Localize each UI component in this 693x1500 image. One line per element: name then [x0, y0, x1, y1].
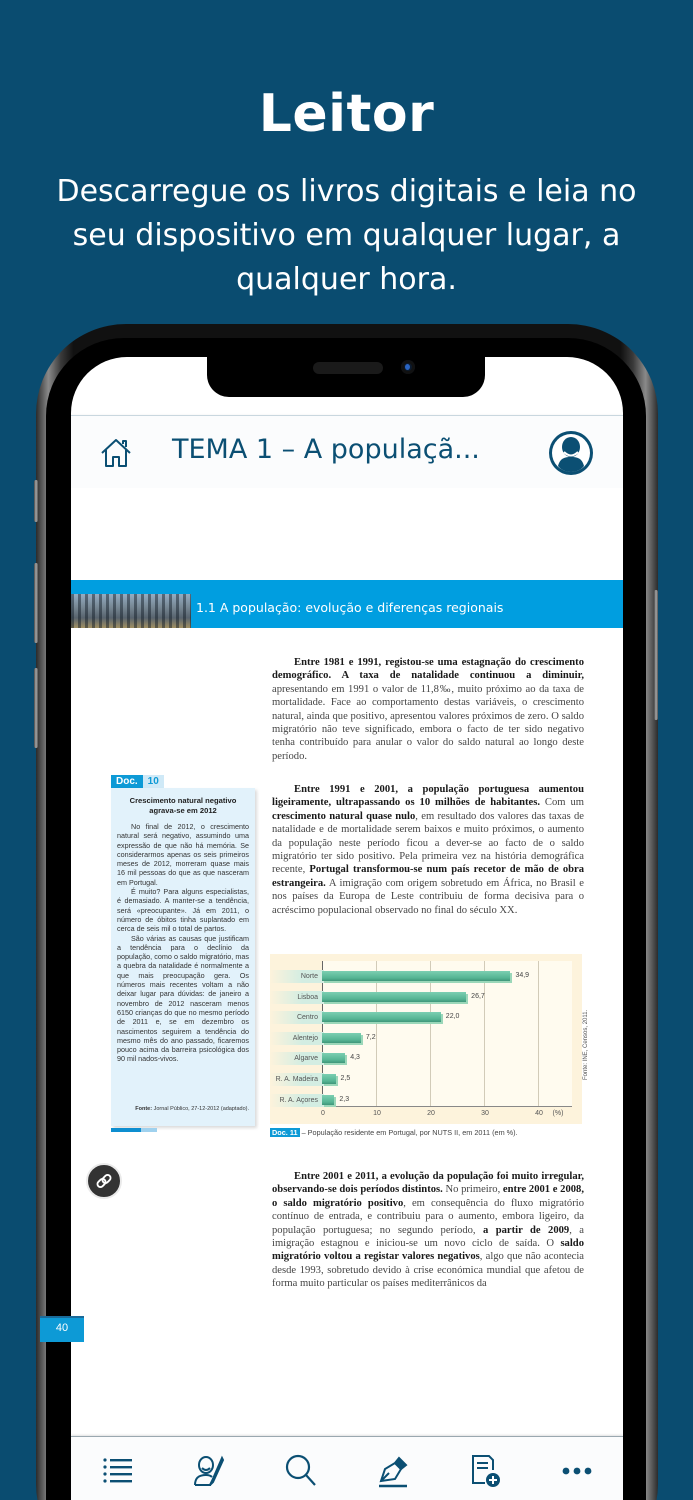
bar-label: Lisboa	[270, 991, 324, 1004]
paragraph-1981-1991	[272, 656, 584, 763]
section-photo	[71, 594, 191, 628]
fountain-pen-icon	[375, 1453, 411, 1489]
paragraph-2001-2011	[272, 1170, 584, 1291]
doc10-source	[135, 1105, 249, 1114]
doc10-title: Crescimento natural negativo agrava-se em 2012	[129, 796, 237, 815]
volume-up-button	[34, 563, 38, 643]
paragraph-text: Com um	[539, 797, 584, 809]
paragraph-text: , em resultado dos valores das taxas de natalidade e de mortalidade serem baixos e muito próximos, o aumento da população neste período ficou a dever-se ao facto de o saldo migratório ter sido positivo. Pela primeira vez na história demográfica recente,	[272, 810, 584, 876]
search-button[interactable]	[283, 1453, 319, 1489]
phone-speaker	[313, 362, 383, 374]
doc10-decor-bar	[141, 1128, 157, 1132]
user-avatar-icon	[548, 430, 594, 476]
note-add-icon	[467, 1453, 503, 1489]
profile-button[interactable]	[548, 430, 594, 476]
bar-label: Norte	[270, 970, 324, 983]
section-title: 1.1 A população: evolução e diferenças regionais	[196, 600, 504, 615]
home-icon	[99, 436, 133, 470]
source-label: Fonte:	[135, 1105, 153, 1112]
paragraph-bold: crescimento natural quase nulo	[272, 810, 416, 822]
promo-title: Leitor	[258, 84, 435, 144]
doc-label: Doc.	[111, 775, 143, 788]
doc11-tag: Doc. 11	[272, 1128, 298, 1137]
bar	[322, 1053, 345, 1063]
bar-value: 2,5	[340, 1075, 351, 1082]
more-button[interactable]	[559, 1453, 595, 1489]
add-note-button[interactable]	[467, 1453, 503, 1489]
doc10-paragraph: É muito? Para alguns especialistas, é demasiado. A manter-se a tendência, será «preocupante». Já em 2011, o número de óbitos tinha suplantado em cerca de seis mil o total de partos.	[117, 887, 249, 934]
bar-label: Alentejo	[270, 1032, 324, 1045]
gridline	[484, 961, 485, 1106]
x-tick: 20	[427, 1110, 435, 1117]
chart-x-axis	[322, 1106, 572, 1107]
doc10-decor-bar	[111, 1128, 141, 1132]
x-tick: 40	[535, 1110, 543, 1117]
chart-source: Fonte: INE, Censos, 2011.	[583, 1009, 589, 1080]
bar-value: 22,0	[445, 1013, 460, 1021]
home-button[interactable]	[99, 436, 133, 470]
x-tick: 0	[321, 1110, 325, 1117]
x-tick: 30	[481, 1110, 489, 1117]
bar-label: Centro	[270, 1011, 324, 1024]
bar	[322, 1033, 361, 1043]
paragraph-bold: Entre 2001 e 2011, a evolução da população foi muito irregular, observando-se dois períodos distintos.	[272, 1171, 584, 1196]
bar	[322, 971, 510, 981]
paragraph-text: apresentando em 1991 o valor de 11,8‰, muito próximo ao da taxa de mortalidade. Face ao comportamento destas variáveis, o crescimento natural, ainda que positivo, apresentou valores próximos de zero. O saldo migratório não teve significado, embora o facto de ter sido negativo tenha contribuído para anular o valor do saldo natural ao longo deste período.	[272, 683, 584, 762]
x-tick: 10	[373, 1110, 381, 1117]
x-axis-unit: (%)	[552, 1110, 564, 1117]
mute-switch	[34, 480, 38, 522]
promo-subtitle: Descarregue os livros digitais e leia no seu dispositivo em qualquer lugar, a qualquer hora.	[56, 174, 637, 297]
bar-value: 26,7	[471, 992, 485, 1000]
paragraph-bold: a partir de 2009	[483, 1224, 570, 1236]
doc10-paragraph: São várias as causas que justificam a tendência para o declínio da população, como o saldo migratório, mas a quebra da natalidade é normalmente a que mais preocupação gera. Os números mais recentes voltam a não deixar lugar para dúvidas: de janeiro a novembro de 2012 nasceram menos 6150 crianças do que no mesmo período de 2011 e, se em dezembro os nascimentos seguirem a tendência do mesmo mês do ano passado, ficaremos pouco acima da barreira psicológica dos 90 mil nados-vivos.	[117, 933, 249, 1064]
bar	[322, 992, 466, 1002]
paragraph-text: A imigração com origem sobretudo em África, no Brasil e nos países da Europa de Leste contribuiu de forma decisiva para o acréscimo populacional observado no final do século XX.	[272, 877, 584, 916]
doc10-paragraph: No final de 2012, o crescimento natural será negativo, assumindo uma expressão de que não há memória. Se considerarmos apenas os seis primeiros meses de 2012, morreram quase mais 16 mil pessoas do que as que nasceram em Portugal.	[117, 822, 249, 887]
paragraph-text: , algo que não acontecia desde 1993, sobretudo devido à crise económica mundial que afetou de forma muito particular os países mediterrânicos da	[272, 1251, 584, 1290]
user-pen-icon	[191, 1453, 227, 1489]
phone-camera	[401, 360, 415, 374]
app-header	[71, 415, 623, 488]
list-icon	[100, 1454, 134, 1488]
paragraph-bold: Portugal transformou-se num país recetor de mão de obra estrangeira.	[272, 864, 585, 889]
toc-button[interactable]	[99, 1453, 135, 1489]
caption-text: – População residente em Portugal, por NUTS II, em 2011 (em %).	[299, 1128, 518, 1137]
gridline	[430, 961, 431, 1106]
section-header	[71, 580, 623, 628]
paragraph-bold: Entre 1991 e 2001, a população portuguesa aumentou ligeiramente, ultrapassando os 10 milhões de habitantes.	[272, 784, 584, 809]
bar-value: 2,3	[339, 1095, 350, 1103]
chart-caption	[270, 1128, 518, 1137]
bar-label: R. A. Madeira	[270, 1073, 324, 1086]
source-text: Jornal Público, 27-12-2012 (adaptado).	[153, 1105, 249, 1112]
link-button[interactable]	[86, 1163, 122, 1199]
book-title: TEMA 1 – A populaçã...	[172, 434, 480, 465]
book-page[interactable]	[71, 488, 623, 1437]
doc10-box	[111, 775, 255, 1135]
gridline	[538, 961, 539, 1106]
paragraph-1991-2001	[272, 783, 584, 917]
paragraph-text: No primeiro,	[442, 1184, 503, 1196]
paragraph-bold: saldo migratório voltou a registar valores negativos	[272, 1238, 584, 1263]
phone-screen	[71, 357, 623, 1500]
paragraph-bold: entre 2001 e 2008, o saldo migratório positivo	[272, 1184, 584, 1209]
volume-down-button	[34, 668, 38, 748]
bar-value: 7,2	[365, 1033, 376, 1041]
search-icon	[283, 1453, 319, 1489]
bar-label: R. A. Açores	[270, 1094, 324, 1107]
bar	[322, 1074, 336, 1084]
power-button	[654, 590, 658, 720]
more-dots-icon	[559, 1453, 595, 1489]
draw-button[interactable]	[375, 1453, 411, 1489]
bar-value: 34,9	[515, 972, 530, 979]
bar-value: 4,3	[350, 1054, 360, 1062]
link-icon	[94, 1171, 114, 1191]
population-chart	[270, 954, 582, 1124]
bottom-toolbar	[71, 1436, 623, 1500]
page-number: 40	[40, 1316, 84, 1342]
doc-number: 10	[143, 775, 164, 788]
doc10-body	[111, 788, 255, 1126]
annotations-button[interactable]	[191, 1453, 227, 1489]
paragraph-text: , em consequência do fluxo migratório contínuo de entrada, e contribuiu para o aumento, embora ligeiro, da população portuguesa; no segundo período,	[272, 1197, 584, 1236]
gridline	[376, 961, 377, 1106]
paragraph-bold: Entre 1981 e 1991, registou-se uma estagnação do crescimento demográfico. A taxa de natalidade continuou a diminuir,	[272, 657, 584, 682]
doc10-tag	[111, 775, 164, 788]
bar	[322, 1095, 334, 1105]
paragraph-text: , a imigração estagnou e iniciou-se um novo ciclo de saída. O	[272, 1224, 584, 1250]
bar	[322, 1012, 441, 1022]
bar-label: Algarve	[270, 1052, 324, 1065]
